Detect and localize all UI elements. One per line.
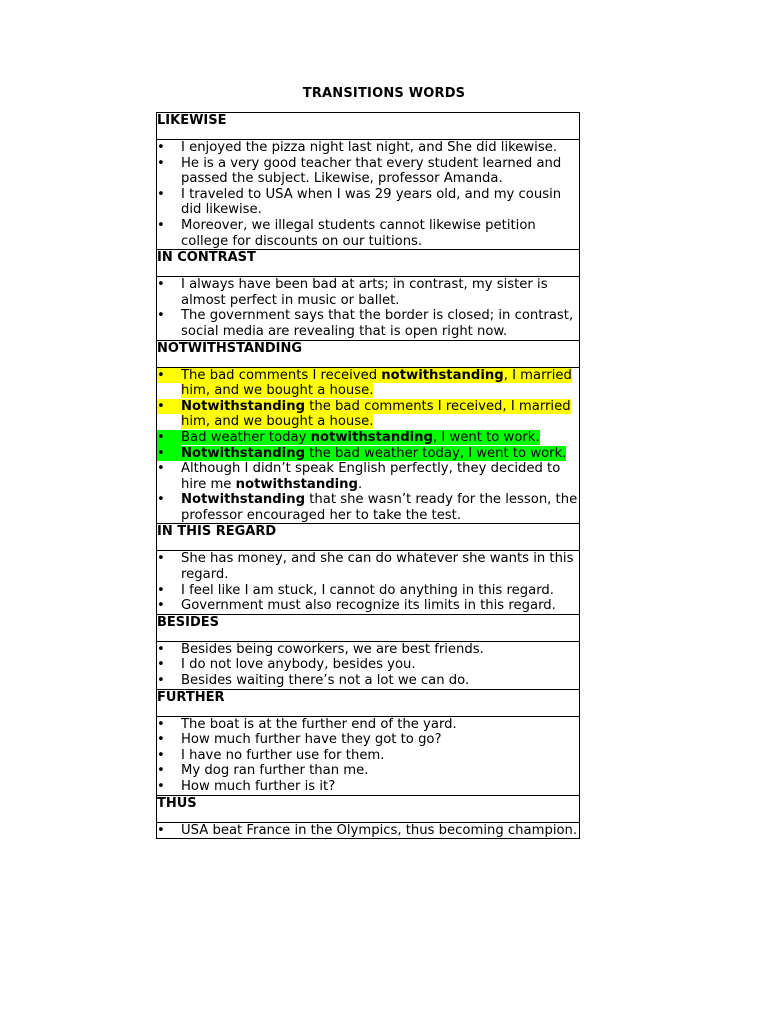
- example-text: that she wasn’t ready for the lesson, the professor encouraged her to take the test.: [181, 492, 578, 523]
- list-item: [157, 642, 579, 658]
- bullet-icon: •: [157, 732, 165, 748]
- example-list: [157, 717, 579, 795]
- example-text: I traveled to USA when I was 29 years old, and my cousin did likewise.: [181, 186, 562, 218]
- example-text: How much further is it?: [181, 779, 336, 794]
- section-examples-cell: [157, 551, 580, 614]
- bullet-icon: •: [157, 763, 165, 779]
- list-item: [157, 673, 579, 689]
- list-item: [157, 218, 579, 249]
- section-heading: LIKEWISE: [157, 113, 580, 140]
- section-examples-cell: [157, 822, 580, 839]
- bullet-icon: •: [157, 492, 165, 508]
- bullet-icon: •: [157, 277, 165, 293]
- list-item: [157, 583, 579, 599]
- example-text: I have no further use for them.: [181, 747, 385, 763]
- example-text: Moreover, we illegal students cannot likewise petition college for discounts on our tuitions.: [181, 217, 536, 249]
- keyword-text: Notwithstanding: [181, 398, 306, 414]
- transitions-table: [156, 112, 580, 839]
- example-text: , I married him, and we bought a house.: [181, 367, 572, 399]
- section-heading: FURTHER: [157, 689, 580, 716]
- list-item: [157, 763, 579, 779]
- section-heading-row: [157, 795, 580, 822]
- list-item: [157, 598, 579, 614]
- transitions-table-body: [157, 113, 580, 839]
- bullet-icon: •: [157, 747, 165, 763]
- section-heading: IN CONTRAST: [157, 250, 580, 277]
- list-item: [157, 399, 579, 430]
- example-text: I feel like I am stuck, I cannot do anything in this regard.: [181, 582, 554, 598]
- section-heading: IN THIS REGARD: [157, 524, 580, 551]
- section-heading-row: [157, 614, 580, 641]
- bullet-icon: •: [157, 779, 165, 794]
- bullet-icon: •: [157, 582, 165, 598]
- section-examples-cell: [157, 277, 580, 340]
- example-text: Besides being coworkers, we are best friends.: [181, 641, 484, 657]
- example-text: USA beat France in the Olympics, thus becoming champion.: [181, 822, 578, 838]
- section-examples-cell: [157, 140, 580, 250]
- section-examples-row: [157, 822, 580, 839]
- example-text: Although I didn’t speak English perfectly, they decided to hire me: [181, 461, 561, 492]
- example-text: the bad comments I received, I married him, and we bought a house.: [181, 398, 571, 430]
- bullet-icon: •: [157, 140, 165, 155]
- example-list: [157, 277, 579, 339]
- list-item: [157, 492, 579, 523]
- list-item: [157, 187, 579, 218]
- section-heading: THUS: [157, 795, 580, 822]
- section-examples-row: [157, 367, 580, 524]
- list-item: [157, 823, 579, 839]
- document-title: TRANSITIONS WORDS: [302, 86, 466, 101]
- bullet-icon: •: [157, 399, 181, 415]
- section-examples-cell: [157, 367, 580, 524]
- keyword-text: notwithstanding: [235, 476, 359, 492]
- example-text: My dog ran further than me.: [181, 763, 369, 779]
- bullet-icon: •: [157, 822, 165, 838]
- section-examples-row: [157, 641, 580, 689]
- list-item: [157, 368, 579, 399]
- example-text: The bad comments I received: [181, 367, 382, 383]
- list-item: [157, 717, 579, 733]
- section-examples-cell: [157, 641, 580, 689]
- list-item: [157, 308, 579, 339]
- list-item: [157, 551, 579, 582]
- example-text: Besides waiting there’s not a lot we can do.: [181, 673, 470, 689]
- example-text: Bad weather today: [181, 429, 311, 445]
- example-text: .: [358, 476, 363, 492]
- section-examples-cell: [157, 716, 580, 795]
- example-text: He is a very good teacher that every student learned and passed the subject. Likewise, professor Amanda.: [181, 155, 562, 187]
- example-text: I always have been bad at arts; in contrast, my sister is almost perfect in music or ballet.: [181, 277, 548, 308]
- bullet-icon: •: [157, 641, 165, 657]
- section-heading-row: [157, 689, 580, 716]
- bullet-icon: •: [157, 598, 165, 614]
- list-item: [157, 748, 579, 764]
- bullet-icon: •: [157, 461, 165, 477]
- section-examples-row: [157, 277, 580, 340]
- example-list: [157, 642, 579, 689]
- bullet-icon: •: [157, 368, 181, 384]
- keyword-text: Notwithstanding: [181, 492, 306, 508]
- list-item: [157, 156, 579, 187]
- section-examples-row: [157, 551, 580, 614]
- example-text: I enjoyed the pizza night last night, and She did likewise.: [181, 140, 558, 155]
- section-heading: BESIDES: [157, 614, 580, 641]
- example-text: the bad weather today, I went to work.: [305, 445, 567, 461]
- bullet-icon: •: [157, 716, 165, 732]
- keyword-text: notwithstanding: [310, 429, 434, 445]
- section-heading-row: [157, 113, 580, 140]
- bullet-icon: •: [157, 446, 181, 462]
- keyword-text: notwithstanding: [381, 367, 504, 383]
- section-heading-row: [157, 340, 580, 367]
- list-item: [157, 430, 579, 446]
- list-item: [157, 277, 579, 308]
- example-list: [157, 368, 579, 524]
- list-item: [157, 140, 579, 156]
- example-text: , I went to work.: [433, 429, 540, 445]
- list-item: [157, 657, 579, 673]
- bullet-icon: •: [157, 551, 165, 567]
- keyword-text: Notwithstanding: [181, 445, 306, 461]
- list-item: [157, 461, 579, 492]
- bullet-icon: •: [157, 430, 181, 446]
- bullet-icon: •: [157, 673, 165, 689]
- section-heading: NOTWITHSTANDING: [157, 340, 580, 367]
- example-list: [157, 140, 579, 249]
- example-text: The government says that the border is closed; in contrast, social media are revealing that is open right now.: [181, 308, 574, 339]
- section-heading-row: [157, 524, 580, 551]
- example-text: How much further have they got to go?: [181, 732, 442, 748]
- example-list: [157, 551, 579, 613]
- bullet-icon: •: [157, 657, 165, 673]
- example-text: Government must also recognize its limits in this regard.: [181, 598, 556, 614]
- list-item: [157, 446, 579, 462]
- list-item: [157, 732, 579, 748]
- section-examples-row: [157, 140, 580, 250]
- section-examples-row: [157, 716, 580, 795]
- example-text: She has money, and she can do whatever she wants in this regard.: [181, 551, 574, 583]
- section-heading-row: [157, 250, 580, 277]
- example-text: The boat is at the further end of the yard.: [181, 716, 457, 732]
- bullet-icon: •: [157, 308, 165, 324]
- bullet-icon: •: [157, 217, 165, 233]
- list-item: [157, 779, 579, 795]
- example-list: [157, 823, 579, 839]
- bullet-icon: •: [157, 186, 165, 202]
- bullet-icon: •: [157, 155, 165, 171]
- example-text: I do not love anybody, besides you.: [181, 657, 416, 673]
